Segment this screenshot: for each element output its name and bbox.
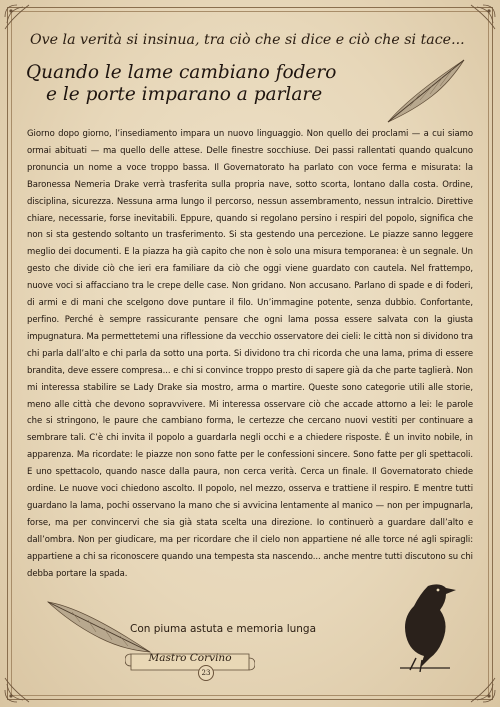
signoff-text: Con piuma astuta e memoria lunga xyxy=(130,623,317,635)
quill-feather-icon xyxy=(380,56,470,126)
tagline: Ove la verità si insinua, tra ciò che si dice e ciò che si tace... xyxy=(30,32,465,48)
corner-ornament-icon xyxy=(3,676,31,704)
corner-ornament-icon xyxy=(469,3,497,31)
corner-ornament-icon xyxy=(3,3,31,31)
page-number-text: 23 xyxy=(201,669,211,677)
signature-name: Mastro Corvino xyxy=(148,652,232,664)
article-title xyxy=(26,62,426,106)
article-body: Giorno dopo giorno, l’insediamento impara un nuovo linguaggio. Non quello dei proclami — a cui siamo ormai abituati — ma quello delle attese. Delle finestre socchiuse. Dei passi rallentati quando qualcuno pronuncia un nome a voce troppo bassa. Il Governatorato ha parlato con voce ferma e misurata: la Baronessa Nemeria Drake verrà trasferita sulla propria nave, sotto scorta, lontano dalla costa. Ordine, disciplina, sicurezza. Nessuna arma lungo il percorso, nessun assembramento, nessun intralcio. Direttive chiare, necessarie, forse inevitabili. Eppure, quando si regolano persino i respiri del popolo, significa che non si sta gestendo soltanto un trasferimento. Si sta gestendo una percezione. Le piazze sanno leggere meglio dei documenti. E la piazza ha già capito che non è solo una misura temporanea: è un segnale. Un gesto che divide ciò che ieri era familiare da ciò che oggi viene guardato con cautela. Nel frattempo, nuove voci si affacciano tra le crepe delle case. Non gridano. Non accusano. Parlano di spade e di foderi, di armi e di mani che scelgono dove puntare il filo. Un’immagine potente, senza dubbio. Confortante, perfino. Perché è sempre rassicurante pensare che ogni lama possa essere salvata con la giusta impugnatura. Ma permettetemi una riflessione da vecchio osservatore dei cieli: le città non si dividono tra chi parla dall’alto e chi parla da sotto una porta. Si dividono tra chi ricorda che una lama, prima di essere brandita, deve essere compresa... e chi si convince troppo presto di sapere già da che parte taglierà. Non mi interessa stabilire se Lady Drake sia mostro, arma o martire. Queste sono categorie utili alle storie, meno alle città che devono sopravvivere. Mi interessa osservare ciò che accade attorno a lei: le parole che si stringono, le paure che cambiano forma, le certezze che cercano nuovi vestiti per continuare a sembrare tali. C’è chi invita il popolo a guardarla negli occhi e a chiedere risposte. È un invito nobile, in apparenza. Ma ricordate: le piazze non sono fatte per le confessioni sincere. Sono fatte per gli spettacoli. E uno spettacolo, quando nasce dalla paura, non cerca verità. Cerca un finale. Il Governatorato chiede ordine. Le nuove voci chiedono ascolto. Il popolo, nel mezzo, osserva e trattiene il respiro. E mentre tutti guardano la lama, pochi osservano la mano che si avvicina lentamente al manico — non per impugnarla, forse, ma per convincervi che sia già stata scelta una direzione. Io continuerò a guardare dall’alto e dall’ombra. Non per giudicare, ma per ricordare che il cielo non appartiene né alle torce né agli spiragli: appartiene a chi sa riconoscere quando una tempesta sta nascendo... anche mentre tutti discutono su chi debba portare la spada. xyxy=(27,129,473,579)
article-title-line-2: e le porte imparano a parlare xyxy=(46,84,323,105)
page-number xyxy=(198,665,214,681)
signature-scroll xyxy=(125,648,255,678)
article-title-line-1: Quando le lame cambiano fodero xyxy=(26,62,337,83)
corner-ornament-icon xyxy=(469,676,497,704)
crow-icon xyxy=(380,572,460,672)
